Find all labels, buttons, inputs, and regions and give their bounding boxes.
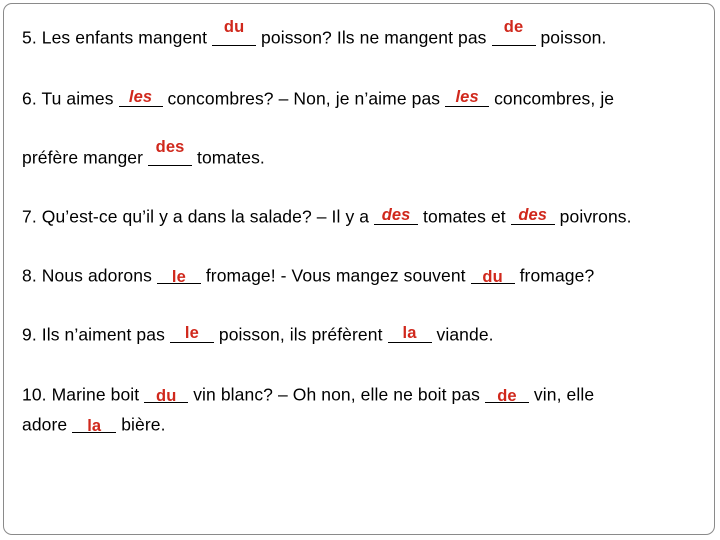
- text: 6. Tu aimes: [22, 88, 119, 109]
- answer-text: du: [223, 18, 245, 36]
- answer-blank: [485, 384, 529, 403]
- answer-text: la: [402, 324, 417, 342]
- exercise-line-10: [22, 384, 594, 406]
- text: fromage! - Vous mangez souvent: [200, 265, 471, 286]
- text: poisson, ils préfèrent: [213, 324, 388, 345]
- exercise-line-7: [22, 206, 632, 228]
- text: 9. Ils n’aiment pas: [22, 324, 170, 345]
- exercise-line-9: [22, 324, 494, 346]
- answer-blank: [445, 88, 489, 107]
- text: poivrons.: [554, 206, 632, 227]
- answer-blank: [148, 138, 192, 166]
- text: 8. Nous adorons: [22, 265, 157, 286]
- answer-text: le: [171, 268, 186, 286]
- answer-blank: [157, 265, 201, 284]
- answer-blank: [72, 414, 116, 433]
- text: poisson? Ils ne mangent pas: [256, 27, 492, 48]
- text: 7. Qu’est-ce qu’il y a dans la salade? – Il y a: [22, 206, 375, 227]
- text: vin, elle: [528, 384, 595, 405]
- answer-text: les: [455, 88, 479, 106]
- exercise-line-8: [22, 265, 594, 287]
- answer-blank: [388, 324, 432, 343]
- text: fromage?: [514, 265, 595, 286]
- answer-blank: [374, 206, 418, 225]
- text: concombres? – Non, je n’aime pas: [162, 88, 446, 109]
- answer-blank: [170, 324, 214, 343]
- exercise-line-6: [22, 88, 614, 110]
- text: bière.: [116, 414, 166, 435]
- answer-text: de: [497, 387, 517, 405]
- answer-text: le: [184, 324, 199, 342]
- answer-text: du: [156, 387, 177, 405]
- text: adore: [22, 414, 73, 435]
- text: poisson.: [535, 27, 607, 48]
- text: 5. Les enfants mangent: [22, 27, 213, 48]
- text: 10. Marine boit: [22, 384, 145, 405]
- text: tomates et: [418, 206, 511, 227]
- exercise-line-5: [22, 18, 607, 49]
- exercise-line-10-cont: [22, 414, 166, 436]
- answer-text: la: [87, 417, 102, 435]
- text: préfère manger: [22, 147, 149, 168]
- answer-blank: [119, 88, 163, 107]
- answer-blank: [212, 18, 256, 46]
- answer-text: des: [155, 138, 185, 156]
- text: concombres, je: [489, 88, 615, 109]
- answer-text: de: [503, 18, 524, 36]
- text: vin blanc? – Oh non, elle ne boit pas: [188, 384, 485, 405]
- answer-text: du: [482, 268, 503, 286]
- text: viande.: [431, 324, 494, 345]
- text: tomates.: [192, 147, 265, 168]
- answer-text: les: [128, 88, 153, 106]
- answer-blank: [471, 265, 515, 284]
- answer-text: des: [518, 206, 548, 224]
- answer-blank: [144, 384, 188, 403]
- answer-text: des: [381, 206, 411, 224]
- answer-blank: [511, 206, 555, 225]
- exercise-line-6-cont: [22, 138, 265, 169]
- answer-blank: [492, 18, 536, 46]
